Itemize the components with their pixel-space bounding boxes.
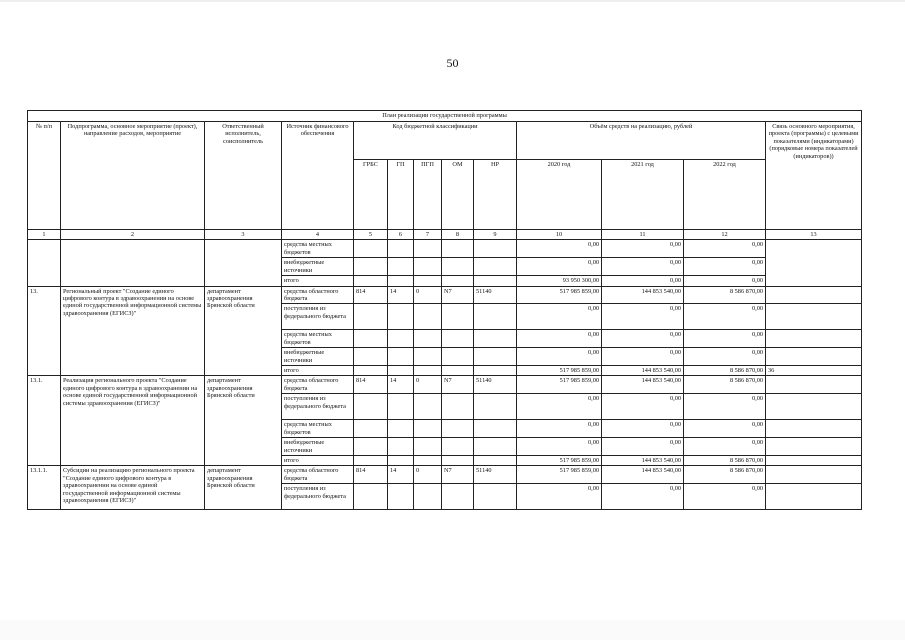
- source-cell: средства областного бюджета: [282, 466, 354, 484]
- source-cell: поступления из федерального бюджета: [282, 484, 354, 510]
- om-cell: [442, 348, 474, 366]
- amount-2021: 0,00: [602, 304, 684, 330]
- amount-2020: 517 985 859,00: [517, 466, 602, 484]
- program-plan-table: [27, 110, 862, 510]
- gp-cell: [388, 366, 414, 376]
- amount-2022: 0,00: [684, 348, 766, 366]
- column-number: 9: [474, 230, 517, 240]
- om-cell: [442, 394, 474, 420]
- link-cell: [766, 456, 862, 466]
- om-cell: [442, 420, 474, 438]
- table-row: [28, 286, 862, 304]
- responsible-cell: [205, 240, 282, 286]
- gp-cell: 14: [388, 376, 414, 394]
- amount-2020: 0,00: [517, 304, 602, 330]
- amount-2021: 144 853 540,00: [602, 286, 684, 304]
- link-cell: [766, 348, 862, 366]
- amount-2022: 8 586 870,00: [684, 456, 766, 466]
- gp-cell: [388, 304, 414, 330]
- source-cell: внебюджетные источники: [282, 348, 354, 366]
- link-cell: [766, 420, 862, 438]
- amount-2021: 144 853 540,00: [602, 466, 684, 484]
- row-number: 13.1.1.: [28, 466, 61, 510]
- amount-2022: 0,00: [684, 276, 766, 286]
- amount-2021: 0,00: [602, 258, 684, 276]
- gp-cell: [388, 420, 414, 438]
- column-number: 8: [442, 230, 474, 240]
- header-2021: 2021 год: [602, 160, 684, 230]
- pgp-cell: 0: [414, 376, 442, 394]
- responsible: департамент здравоохранения Брянской области: [205, 466, 282, 510]
- code-cell: [442, 240, 474, 258]
- amount-2020: 0,00: [517, 348, 602, 366]
- gp-cell: [388, 330, 414, 348]
- gp-cell: [388, 394, 414, 420]
- code-cell: [354, 276, 388, 286]
- om-cell: [442, 304, 474, 330]
- pgp-cell: [414, 348, 442, 366]
- pgp-cell: [414, 484, 442, 510]
- pgp-cell: [414, 304, 442, 330]
- grbs-cell: [354, 304, 388, 330]
- amount-2020: 517 985 859,00: [517, 376, 602, 394]
- header-source: Источник финансового обеспечения: [282, 122, 354, 230]
- grbs-cell: [354, 366, 388, 376]
- code-cell: [442, 276, 474, 286]
- pgp-cell: [414, 394, 442, 420]
- np-cell: [474, 438, 517, 456]
- column-number: 1: [28, 230, 61, 240]
- amount-2020: 0,00: [517, 484, 602, 510]
- np-cell: [474, 394, 517, 420]
- column-number: 6: [388, 230, 414, 240]
- gp-cell: [388, 438, 414, 456]
- table-row: [28, 466, 862, 484]
- gp-cell: [388, 348, 414, 366]
- pgp-cell: [414, 456, 442, 466]
- amount-2022: 0,00: [684, 420, 766, 438]
- column-number: 11: [602, 230, 684, 240]
- code-cell: [474, 240, 517, 258]
- om-cell: N7: [442, 466, 474, 484]
- amount-2020: 517 985 859,00: [517, 456, 602, 466]
- amount-2020: 0,00: [517, 394, 602, 420]
- pgp-cell: [414, 366, 442, 376]
- om-cell: N7: [442, 376, 474, 394]
- column-number: 2: [61, 230, 205, 240]
- code-cell: [414, 276, 442, 286]
- amount-2022: 0,00: [684, 304, 766, 330]
- code-cell: [388, 258, 414, 276]
- source-cell: итого: [282, 366, 354, 376]
- amount-2021: 0,00: [602, 394, 684, 420]
- code-cell: [442, 258, 474, 276]
- grbs-cell: [354, 330, 388, 348]
- amount-2022: 0,00: [684, 484, 766, 510]
- page-number: 50: [446, 56, 459, 70]
- link-cell: [766, 286, 862, 304]
- np-cell: [474, 484, 517, 510]
- code-cell: [388, 276, 414, 286]
- table-row: [28, 240, 862, 258]
- scan-edge-bottom: [0, 620, 905, 640]
- link-cell: [766, 394, 862, 420]
- om-cell: [442, 456, 474, 466]
- amount-2021: 0,00: [602, 348, 684, 366]
- name-cell: [61, 240, 205, 286]
- header-name: Подпрограмма, основное мероприятие (проект), направление расходов, мероприятие: [61, 122, 205, 230]
- column-number: 7: [414, 230, 442, 240]
- amount-2021: 144 853 540,00: [602, 376, 684, 394]
- amount-2022: 8 586 870,00: [684, 366, 766, 376]
- code-cell: [414, 258, 442, 276]
- amount-2022: 0,00: [684, 438, 766, 456]
- amount-2021: 0,00: [602, 240, 684, 258]
- header-np: НР: [474, 160, 517, 230]
- num-cell: [28, 240, 61, 286]
- link-cell: [766, 304, 862, 330]
- column-number: 5: [354, 230, 388, 240]
- header-2022: 2022 год: [684, 160, 766, 230]
- scan-edge-top: [0, 0, 905, 2]
- grbs-cell: [354, 438, 388, 456]
- pgp-cell: 0: [414, 286, 442, 304]
- amount-2021: 144 853 540,00: [602, 366, 684, 376]
- pgp-cell: [414, 330, 442, 348]
- grbs-cell: [354, 484, 388, 510]
- code-cell: [414, 240, 442, 258]
- item-name: Региональный проект "Создание единого цифрового контура в здравоохранении на основе единой государственной информационной системы здравоохранения (ЕГИСЗ)": [61, 286, 205, 376]
- row-number: 13.1.: [28, 376, 61, 466]
- table-row: [28, 376, 862, 394]
- grbs-cell: 814: [354, 286, 388, 304]
- np-cell: [474, 348, 517, 366]
- grbs-cell: [354, 420, 388, 438]
- responsible: департамент здравоохранения Брянской области: [205, 286, 282, 376]
- np-cell: [474, 456, 517, 466]
- amount-2020: 0,00: [517, 438, 602, 456]
- amount-2020: 0,00: [517, 240, 602, 258]
- column-number-row: [28, 230, 862, 240]
- om-cell: [442, 438, 474, 456]
- source-cell: средства областного бюджета: [282, 376, 354, 394]
- amount-2021: 144 853 540,00: [602, 456, 684, 466]
- header-budget-code: Код бюджетной классификации: [354, 122, 517, 160]
- source-cell: средства местных бюджетов: [282, 240, 354, 258]
- header-pgp: ПГП: [414, 160, 442, 230]
- amount-2022: 0,00: [684, 330, 766, 348]
- code-cell: [354, 240, 388, 258]
- om-cell: [442, 330, 474, 348]
- link-cell: 36: [766, 366, 862, 376]
- om-cell: [442, 366, 474, 376]
- om-cell: N7: [442, 286, 474, 304]
- source-cell: средства местных бюджетов: [282, 420, 354, 438]
- gp-cell: [388, 484, 414, 510]
- amount-2021: 0,00: [602, 330, 684, 348]
- amount-2022: 8 586 870,00: [684, 376, 766, 394]
- header-link: Связь основного мероприятия, проекта (программы) с целевыми показателями (индикаторами) (порядковые номера показателей (индикаторов)): [766, 122, 862, 230]
- table-title: План реализации государственной программы: [28, 111, 862, 122]
- grbs-cell: 814: [354, 466, 388, 484]
- source-cell: итого: [282, 456, 354, 466]
- responsible: департамент здравоохранения Брянской области: [205, 376, 282, 466]
- amount-2021: 0,00: [602, 276, 684, 286]
- amount-2020: 517 985 859,00: [517, 286, 602, 304]
- source-cell: итого: [282, 276, 354, 286]
- amount-2021: 0,00: [602, 484, 684, 510]
- np-cell: 51140: [474, 466, 517, 484]
- link-cell: [766, 438, 862, 456]
- np-cell: 51140: [474, 286, 517, 304]
- amount-2020: 517 985 859,00: [517, 366, 602, 376]
- header-num: № п/п: [28, 122, 61, 230]
- amount-2022: 0,00: [684, 258, 766, 276]
- column-number: 4: [282, 230, 354, 240]
- link-cell: [766, 240, 862, 286]
- gp-cell: 14: [388, 286, 414, 304]
- link-cell: [766, 484, 862, 510]
- header-amount: Объём средств на реализацию, рублей: [517, 122, 766, 160]
- np-cell: [474, 420, 517, 438]
- source-cell: средства местных бюджетов: [282, 330, 354, 348]
- column-number: 10: [517, 230, 602, 240]
- column-number: 13: [766, 230, 862, 240]
- pgp-cell: [414, 438, 442, 456]
- source-cell: поступления из федерального бюджета: [282, 304, 354, 330]
- code-cell: [388, 240, 414, 258]
- amount-2021: 0,00: [602, 420, 684, 438]
- link-cell: [766, 376, 862, 394]
- gp-cell: 14: [388, 466, 414, 484]
- column-number: 12: [684, 230, 766, 240]
- code-cell: [354, 258, 388, 276]
- source-cell: поступления из федерального бюджета: [282, 394, 354, 420]
- np-cell: [474, 330, 517, 348]
- np-cell: [474, 366, 517, 376]
- header-responsible: Ответственный исполнитель, соисполнитель: [205, 122, 282, 230]
- amount-2020: 0,00: [517, 330, 602, 348]
- amount-2020: 0,00: [517, 420, 602, 438]
- grbs-cell: 814: [354, 376, 388, 394]
- link-cell: [766, 330, 862, 348]
- row-number: 13.: [28, 286, 61, 376]
- column-number: 3: [205, 230, 282, 240]
- amount-2022: 8 586 870,00: [684, 466, 766, 484]
- gp-cell: [388, 456, 414, 466]
- pgp-cell: [414, 420, 442, 438]
- header-om: ОМ: [442, 160, 474, 230]
- code-cell: [474, 258, 517, 276]
- amount-2020: 93 950 300,00: [517, 276, 602, 286]
- amount-2022: 0,00: [684, 394, 766, 420]
- grbs-cell: [354, 394, 388, 420]
- amount-2022: 8 586 870,00: [684, 286, 766, 304]
- amount-2020: 0,00: [517, 258, 602, 276]
- item-name: Субсидии на реализацию регионального проекта "Создание единого цифрового контура в здравоохранении на основе единой государственной информационной системы здравоохранения (ЕГИСЗ)": [61, 466, 205, 510]
- code-cell: [474, 276, 517, 286]
- pgp-cell: 0: [414, 466, 442, 484]
- header-grbs: ГРБС: [354, 160, 388, 230]
- item-name: Реализация регионального проекта "Создание единого цифрового контура в здравоохранении на основе единой государственной информационной системы здравоохранения (ЕГИСЗ)": [61, 376, 205, 466]
- amount-2022: 0,00: [684, 240, 766, 258]
- amount-2021: 0,00: [602, 438, 684, 456]
- header-gp: ГП: [388, 160, 414, 230]
- grbs-cell: [354, 456, 388, 466]
- header-2020: 2020 год: [517, 160, 602, 230]
- source-cell: внебюджетные источники: [282, 258, 354, 276]
- source-cell: средства областного бюджета: [282, 286, 354, 304]
- np-cell: 51140: [474, 376, 517, 394]
- source-cell: внебюджетные источники: [282, 438, 354, 456]
- om-cell: [442, 484, 474, 510]
- link-cell: [766, 466, 862, 484]
- np-cell: [474, 304, 517, 330]
- grbs-cell: [354, 348, 388, 366]
